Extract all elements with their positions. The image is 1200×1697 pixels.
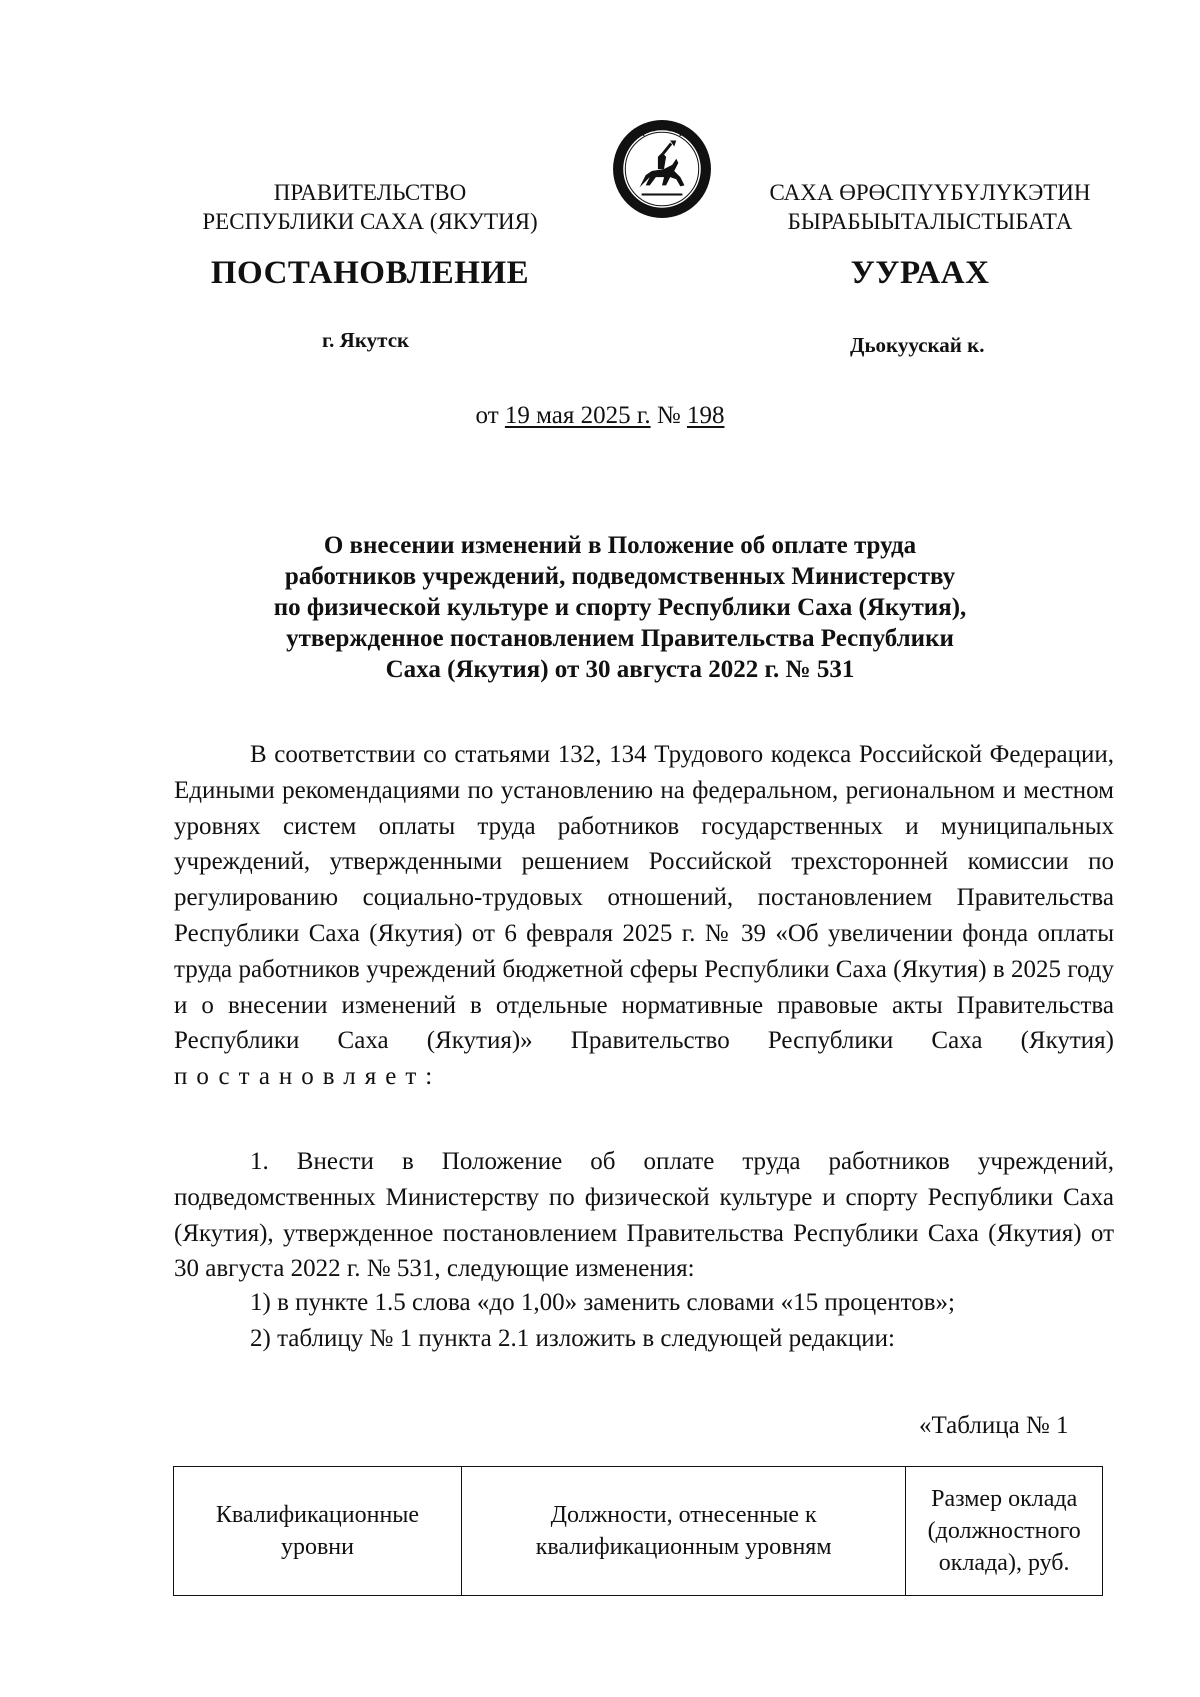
title-line: по физической культуре и спорту Республики Саха (Якутия), — [273, 594, 967, 621]
salary-table — [173, 1466, 1103, 1596]
org-name-russian — [180, 178, 560, 236]
decree-number: 198 — [686, 402, 725, 429]
item-1-paragraph: 1. Внести в Положение об оплате труда работников учреждений, подведомственных Министерству по физической культуре и спорту Республики Саха (Якутия), утвержденное постановлением Правительства Республики Саха (Якутия) от 30 августа 2022 г. № 531, следующие изменения: — [174, 1148, 1114, 1283]
table-caption: «Таблица № 1 — [919, 1412, 1069, 1439]
title-line: работников учреждений, подведомственных Министерству — [284, 563, 956, 590]
document-type-sakha: УУРААХ — [850, 255, 990, 291]
document-title — [170, 530, 1070, 685]
date-number-line — [0, 402, 1200, 430]
decree-date: 19 мая 2025 г. — [504, 402, 651, 429]
org-line: ПРАВИТЕЛЬСТВО — [273, 180, 467, 205]
date-prefix: от — [475, 402, 499, 429]
decree-word: постановляет: — [174, 1063, 442, 1091]
preamble-text: В соответствии со статьями 132, 134 Трудового кодекса Российской Федерации, Едиными рекомендациями по установлению на федеральном, региональном и местном уровнях систем оплаты труда работников государственных и муниципальных учреждений, утвержденными решением Российской трехсторонней комиссии по регулированию социально-трудовых отношений, постановлением Правительства Республики Саха (Якутия) от 6 февраля 2025 г. № 39 «Об увеличении фонда оплаты труда работников учреждений бюджетной сферы Республики Саха (Якутия) в 2025 году и о внесении изменений в отдельные нормативные правовые акты Правительства Республики Саха (Якутия)» Правительство Республики Саха (Якутия) — [174, 741, 1114, 1055]
title-line: Саха (Якутия) от 30 августа 2022 г. № 531 — [385, 656, 855, 683]
number-prefix: № — [656, 402, 681, 429]
org-name-sakha — [730, 178, 1130, 236]
org-line: БЫРАБЫЫТАЛЫСТЫБАТА — [787, 209, 1073, 234]
table-header-cell: Размер оклада (должностного оклада), руб. — [906, 1467, 1103, 1596]
document-type-russian: ПОСТАНОВЛЕНИЕ — [210, 255, 530, 291]
table-header-cell: Квалификационные уровни — [174, 1467, 462, 1596]
org-line: РЕСПУБЛИКИ САХА (ЯКУТИЯ) — [202, 209, 538, 234]
city-russian: г. Якутск — [322, 328, 410, 352]
city-sakha: Дьокуускай к. — [850, 333, 985, 357]
table-header-row — [174, 1467, 1103, 1596]
title-line: утвержденное постановлением Правительства Республики — [286, 625, 954, 652]
title-line: О внесении изменений в Положение об оплате труда — [323, 532, 917, 559]
item-1-subitem-1: 1) в пункте 1.5 слова «до 1,00» заменить словами «15 процентов»; — [250, 1289, 955, 1316]
table-header-cell: Должности, отнесенные к квалификационным уровням — [461, 1467, 905, 1596]
org-line: САХА ӨРӨСПҮҮБҮЛҮКЭТИН — [769, 180, 1091, 205]
item-1-subitem-2: 2) таблицу № 1 пункта 2.1 изложить в следующей редакции: — [250, 1325, 895, 1352]
preamble-paragraph — [174, 737, 1114, 1095]
coat-of-arms-emblem — [611, 118, 713, 220]
